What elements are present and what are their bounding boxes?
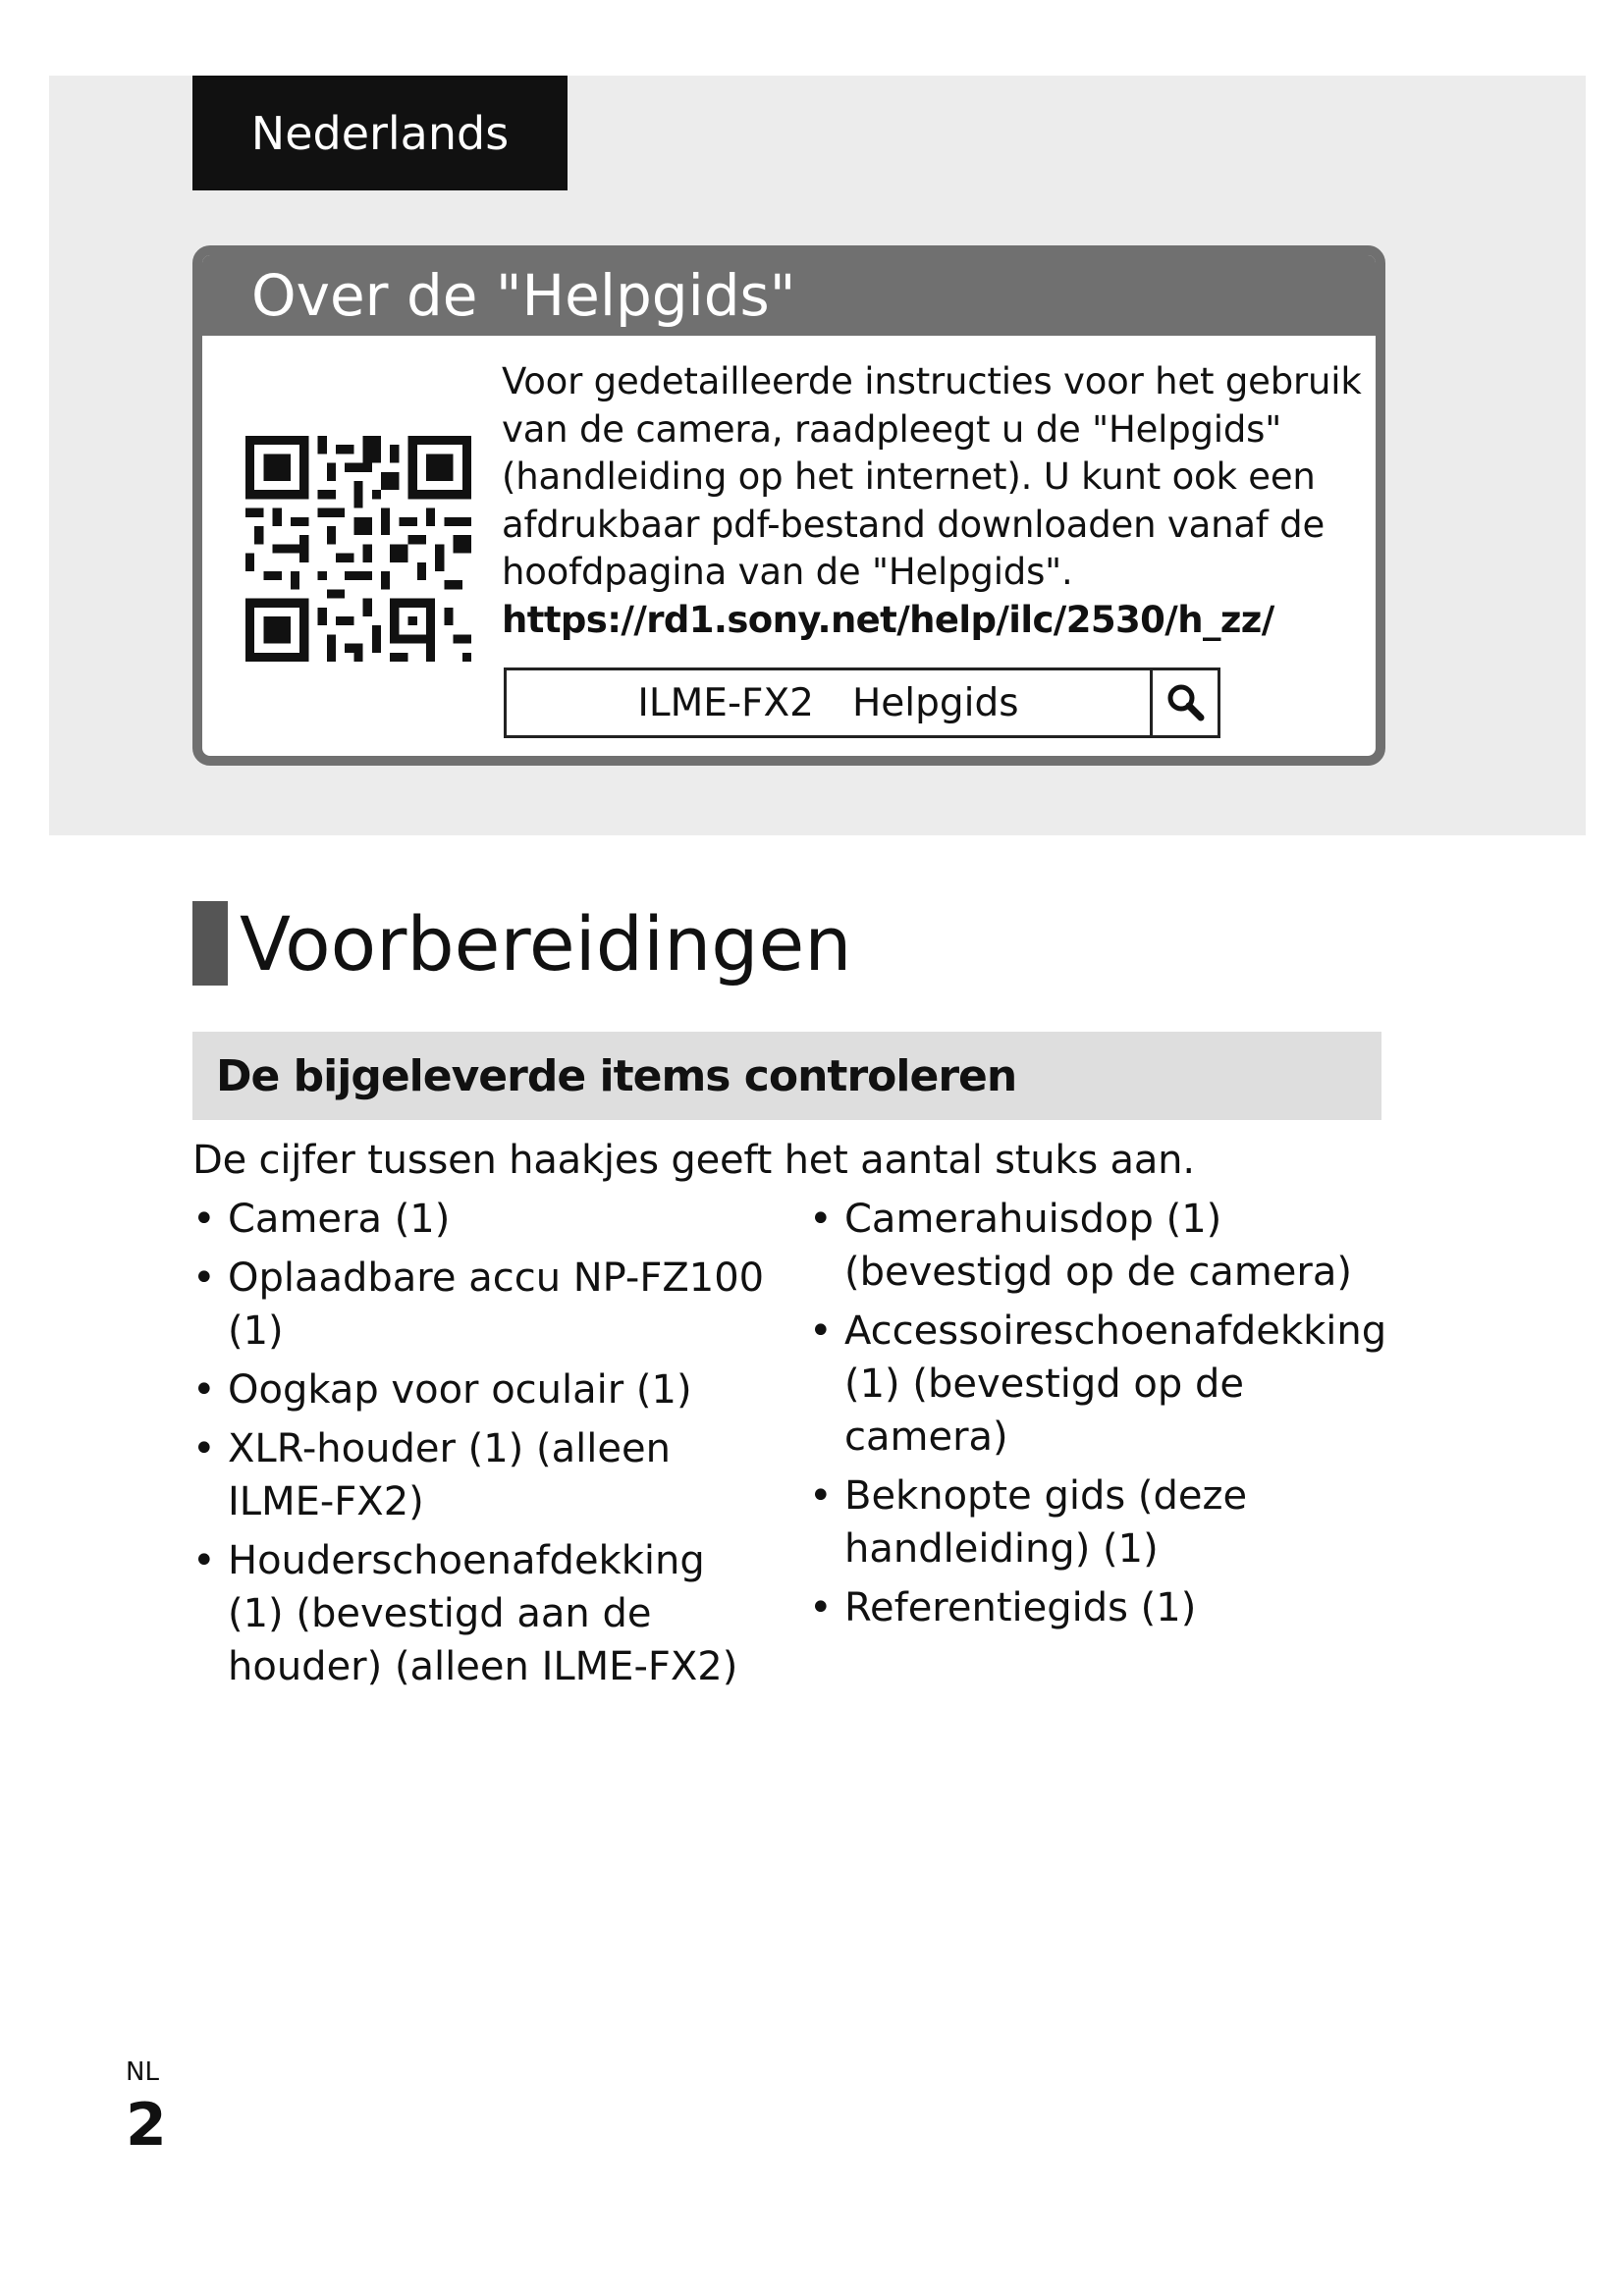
bullet: • [809, 1473, 833, 1519]
page-number: 2 [126, 2091, 167, 2160]
bullet: • [809, 1308, 833, 1354]
bullet: • [192, 1255, 216, 1301]
list-item [192, 1193, 772, 1246]
search-button[interactable] [1153, 670, 1218, 735]
help-guide-description: Voor gedetailleerde instructies voor het gebruik van de camera, raadpleegt u de "Helpgids" (handleiding op het internet). U kunt ook een afdrukbaar pdf-bestand downloaden vanaf de hoofdpagina van de "Helpgids". [502, 360, 1362, 593]
bullet: • [192, 1197, 216, 1242]
list-item [192, 1252, 772, 1358]
list-item [809, 1581, 1398, 1634]
list-item [809, 1193, 1398, 1299]
help-guide-box [192, 245, 1385, 766]
qr-code-icon [245, 436, 471, 662]
help-guide-url[interactable]: https://rd1.sony.net/help/ilc/2530/h_zz/ [502, 598, 1274, 641]
bullet: • [192, 1367, 216, 1413]
heading-bar [192, 901, 228, 986]
bullet: • [809, 1585, 833, 1630]
search-box-text: ILME-FX2 Helpgids [507, 670, 1153, 735]
list-item-text: Accessoireschoenafdekking (1) (bevestigd op de camera) [844, 1308, 1387, 1460]
list-item-text: Oplaadbare accu NP-FZ100 (1) [228, 1255, 765, 1354]
subsection-heading: De bijgeleverde items controleren [192, 1032, 1381, 1120]
help-guide-search-box[interactable] [504, 667, 1220, 738]
bullet: • [192, 1426, 216, 1471]
help-guide-text [502, 358, 1371, 644]
list-item [192, 1534, 772, 1693]
list-item [192, 1363, 772, 1416]
list-item-text: Beknopte gids (deze handleiding) (1) [844, 1473, 1248, 1572]
list-item-text: XLR-houder (1) (alleen ILME-FX2) [228, 1426, 671, 1524]
list-item-text: Referentiegids (1) [844, 1585, 1197, 1630]
list-item [809, 1305, 1398, 1464]
list-item [809, 1469, 1398, 1575]
list-item [192, 1422, 772, 1528]
supplied-items-list-right [809, 1193, 1398, 1640]
footer-language-code: NL [126, 2057, 159, 2087]
bullet: • [809, 1197, 833, 1242]
section-heading [192, 901, 851, 986]
language-tab: Nederlands [192, 76, 568, 190]
section-heading-text: Voorbereidingen [240, 899, 852, 988]
list-item-text: Camera (1) [228, 1197, 451, 1242]
intro-text: De cijfer tussen haakjes geeft het aantal stuks aan. [192, 1138, 1195, 1183]
list-item-text: Oogkap voor oculair (1) [228, 1367, 692, 1413]
list-item-text: Houderschoenafdekking (1) (bevestigd aan de houder) (alleen ILME-FX2) [228, 1538, 738, 1689]
bullet: • [192, 1538, 216, 1583]
magnifier-icon [1164, 681, 1207, 724]
help-guide-title: Over de "Helpgids" [202, 255, 1376, 336]
list-item-text: Camerahuisdop (1) (bevestigd op de camera) [844, 1197, 1352, 1295]
supplied-items-list-left [192, 1193, 772, 1699]
